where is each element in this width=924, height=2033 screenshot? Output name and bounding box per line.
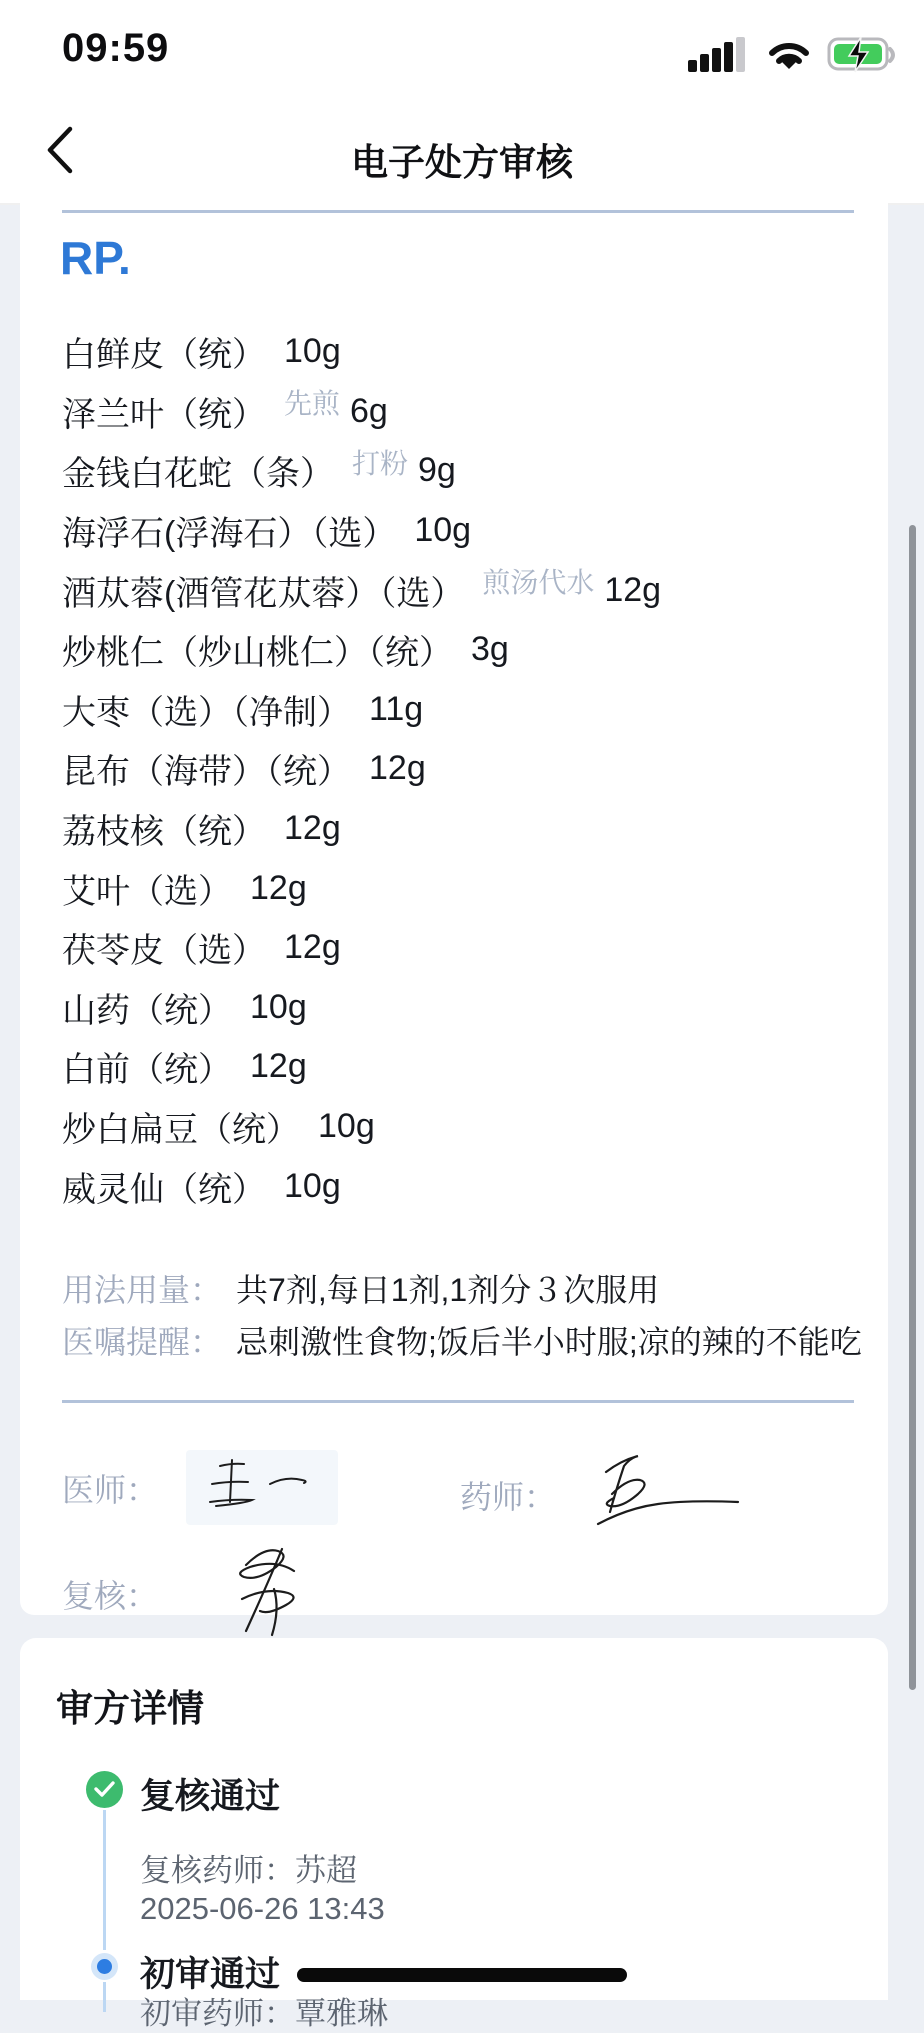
herb-quantity: 12g: [250, 868, 307, 907]
review-step-timestamp: 2025-06-26 13:43: [140, 1891, 385, 1926]
herb-preparation-note: 打粉: [352, 447, 409, 479]
reviewer-signature: [216, 1543, 326, 1644]
herb-row: [62, 501, 858, 561]
herb-row: [62, 799, 858, 859]
herb-name: 山药（统）: [62, 991, 232, 1030]
scrollbar[interactable]: [909, 525, 916, 1690]
herb-quantity: 12g: [604, 570, 662, 609]
usage-row: [62, 1266, 858, 1310]
pharmacist-signature: [588, 1450, 748, 1539]
herb-name: 白前（统）: [62, 1051, 232, 1090]
top-chrome: [0, 0, 924, 205]
herb-name: 大枣（选）（净制）: [62, 693, 351, 732]
page-title: 电子处方审核: [351, 142, 573, 183]
reviewer-signature-row: [62, 1543, 326, 1644]
firstcheck-step-title: 初审通过: [140, 1955, 281, 1994]
herb-name: 威灵仙（统）: [62, 1170, 266, 1209]
herb-name: 艾叶（选）: [62, 872, 232, 911]
timeline-connector-2: [103, 1982, 106, 2012]
herb-quantity: 10g: [318, 1107, 375, 1146]
herb-quantity: 10g: [414, 511, 472, 550]
advice-label: 医嘱提醒：: [62, 1324, 223, 1360]
herb-quantity: 12g: [369, 749, 426, 788]
doctor-label: 医师：: [62, 1471, 159, 1508]
herb-row: [62, 739, 858, 799]
herb-quantity: 9g: [418, 451, 456, 490]
herb-row: [62, 918, 858, 978]
review-step-pharmacist: 复核药师：苏超: [140, 1853, 357, 1888]
usage-value: 共7剂,每日1剂,1剂分３次服用: [236, 1272, 660, 1308]
herb-name: 泽兰叶（统）: [62, 395, 266, 434]
rp-label: RP.: [60, 232, 131, 284]
herb-preparation-note: 先煎: [284, 388, 341, 420]
cellular-signal-icon: [688, 36, 750, 79]
prescription-card: [20, 203, 888, 1615]
herb-name: 炒桃仁（炒山桃仁）（统）: [62, 634, 453, 673]
herb-list: [62, 322, 858, 1216]
herb-quantity: 12g: [284, 928, 341, 967]
herb-row: [62, 1097, 858, 1157]
wifi-icon: [764, 36, 814, 79]
firstcheck-step-pharmacist: 初审药师：覃雅琳: [140, 1996, 388, 2031]
herb-name: 茯苓皮（选）: [62, 932, 266, 971]
herb-preparation-note: 煎汤代水: [482, 567, 595, 599]
herb-row: [62, 978, 858, 1038]
herb-name: 昆布（海带）（统）: [62, 753, 351, 792]
herb-row: [62, 322, 858, 382]
signature-zone: [62, 1415, 858, 1614]
herb-quantity: 10g: [284, 1166, 341, 1205]
herb-row: [62, 382, 858, 442]
herb-name: 金钱白花蛇（条）: [62, 455, 334, 494]
section-divider-signatures: [62, 1400, 854, 1403]
review-detail-card: [20, 1638, 888, 2031]
herb-name: 海浮石(浮海石）（选）: [62, 515, 397, 554]
redaction-bar: [297, 1968, 627, 1982]
herb-name: 白鲜皮（统）: [62, 336, 266, 375]
advice-row: [62, 1318, 862, 1362]
pharmacist-label: 药师：: [460, 1478, 557, 1515]
herb-row: [62, 441, 858, 501]
herb-row: [62, 680, 858, 740]
herb-row: [62, 1037, 858, 1097]
review-title: 审方详情: [56, 1688, 204, 1729]
status-icons: [688, 36, 898, 79]
herb-quantity: 10g: [250, 987, 307, 1026]
herb-row: [62, 1156, 858, 1216]
pharmacist-signature-row: [460, 1450, 748, 1539]
battery-charging-icon: [828, 36, 898, 79]
herb-row: [62, 560, 858, 620]
timeline-connector-1: [103, 1810, 106, 1950]
status-time: 09:59: [62, 26, 170, 70]
reviewer-label: 复核：: [62, 1577, 159, 1614]
herb-quantity: 6g: [350, 391, 388, 430]
review-step-title: 复核通过: [140, 1777, 281, 1816]
herb-name: 炒白扁豆（统）: [62, 1111, 300, 1150]
herb-name: 荔枝核（统）: [62, 813, 266, 852]
herb-quantity: 12g: [284, 809, 341, 848]
herb-row: [62, 858, 858, 918]
herb-quantity: 10g: [284, 332, 341, 371]
section-divider-top: [62, 210, 854, 213]
herb-name: 酒苁蓉(酒管花苁蓉）（选）: [62, 574, 465, 613]
check-circle-icon: [86, 1771, 123, 1808]
herb-quantity: 12g: [250, 1047, 307, 1086]
herb-quantity: 11g: [369, 689, 424, 728]
usage-label: 用法用量：: [62, 1272, 223, 1308]
advice-value: 忌刺激性食物;饭后半小时服;凉的辣的不能吃: [236, 1324, 862, 1360]
herb-quantity: 3g: [471, 630, 509, 669]
herb-row: [62, 620, 858, 680]
doctor-signature: [186, 1450, 338, 1525]
dot-circle-icon: [91, 1953, 118, 1980]
doctor-signature-row: [62, 1450, 338, 1525]
